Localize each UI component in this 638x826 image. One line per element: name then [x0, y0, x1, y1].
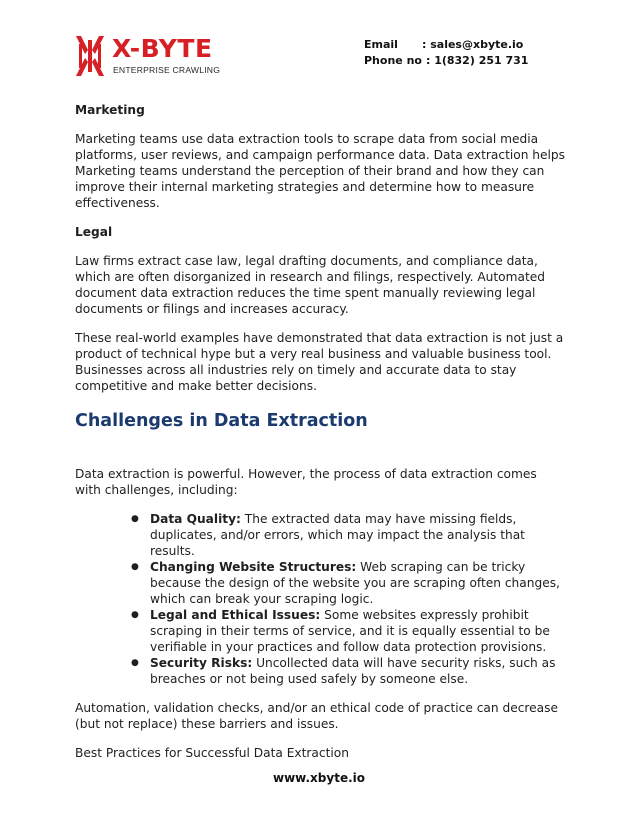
list-item-term: Legal and Ethical Issues:: [150, 608, 321, 622]
legal-heading: Legal: [75, 225, 113, 239]
marketing-paragraph: Marketing teams use data extraction tools to scrape data from social media platforms, user reviews, and campaign performance data. Data extraction helps Marketing teams understand the perception of their brand and how they can improve their internal marketing strategies and determine how to measure effectiveness.: [75, 132, 565, 210]
document-body: [75, 102, 565, 761]
summary-paragraph: These real-world examples have demonstrated that data extraction is not just a product of technical hype but a very real business and valuable business tool. Businesses across all industries rely on timely and accurate data to stay competitive and make better decisions.: [75, 331, 564, 393]
list-item-term: Data Quality:: [150, 512, 241, 526]
logo-wordmark: X-BYTE: [112, 34, 213, 63]
list-item-text: Web scraping can be tricky because the design of the website you are scraping often changes, which can break your scraping logic.: [150, 560, 560, 606]
list-item-text: Uncollected data will have security risks, such as breaches or not being used safely by someone else.: [150, 656, 556, 686]
footer-url[interactable]: www.xbyte.io: [273, 771, 365, 785]
logo-tagline: ENTERPRISE CRAWLING: [113, 65, 221, 75]
list-item: [131, 511, 565, 559]
challenges-list: [75, 511, 565, 687]
challenges-intro: Data extraction is powerful. However, the process of data extraction comes with challenges, including:: [75, 467, 537, 497]
list-item: [131, 559, 565, 607]
list-item: [131, 607, 565, 655]
challenges-heading: Challenges in Data Extraction: [75, 411, 368, 431]
phone-label: Phone no: [364, 54, 422, 67]
challenges-closing: Automation, validation checks, and/or an ethical code of practice can decrease (but not replace) these barriers and issues.: [75, 701, 558, 731]
company-logo: [76, 36, 226, 80]
list-item-term: Changing Website Structures:: [150, 560, 357, 574]
marketing-heading: Marketing: [75, 103, 145, 117]
list-item-text: The extracted data may have missing fields, duplicates, and/or errors, which may impact the analysis that results.: [150, 512, 525, 558]
list-item-term: Security Risks:: [150, 656, 253, 670]
legal-paragraph: Law firms extract case law, legal drafting documents, and compliance data, which are often disorganized in research and filings, respectively. Automated document data extraction reduces the time spent manually reviewing legal documents or filings and increases accuracy.: [75, 254, 545, 316]
list-item: [131, 655, 565, 687]
contact-info: [364, 37, 528, 69]
best-practices-line: Best Practices for Successful Data Extraction: [75, 746, 349, 760]
x-byte-logo-icon: [76, 36, 104, 76]
email-label: Email: [364, 38, 398, 51]
email-value[interactable]: : sales@xbyte.io: [422, 38, 524, 51]
contact-email-row: [364, 37, 528, 53]
phone-value: : 1(832) 251 731: [425, 54, 529, 67]
list-item-text: Some websites expressly prohibit scraping in their terms of service, and it is equally essential to be verifiable in your practices and follow data protection provisions.: [150, 608, 550, 654]
contact-phone-row: [364, 53, 528, 69]
